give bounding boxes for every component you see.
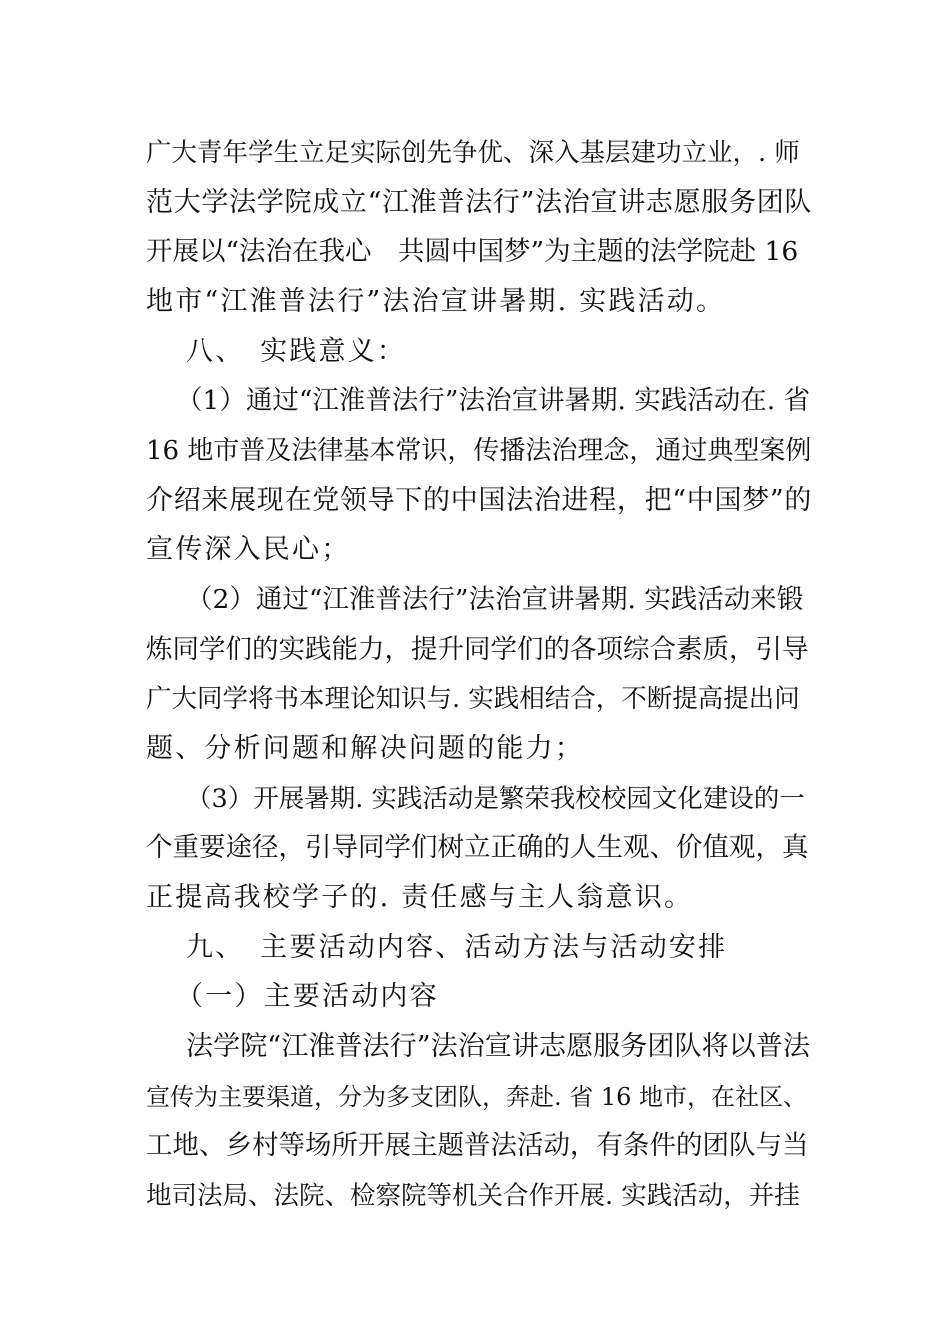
text-line: 宣传深入民心；: [146, 534, 351, 565]
text-line: 16 地市普及法律基本常识，传播法治理念，通过典型案例: [146, 436, 812, 466]
text-line: 开展以“法治在我心 共圆中国梦”为主题的法学院赴 16: [146, 236, 799, 267]
section-heading: 八、 实践意义：: [186, 336, 407, 367]
text-line: 正提高我校学子的. 责任感与主人翁意识。: [146, 882, 694, 913]
text-line: 题、分析问题和解决问题的能力；: [146, 733, 584, 764]
text-line: 法学院“江淮普法行”法治宣讲志愿服务团队将以普法: [186, 1031, 811, 1062]
text-line: 广大同学将书本理论知识与. 实践相结合，不断提高提出问: [146, 684, 800, 714]
text-line: 工地、乡村等场所开展主题普法活动，有条件的团队与当: [146, 1130, 809, 1161]
section-heading: 九、 主要活动内容、活动方法与活动安排: [186, 932, 728, 963]
text-line: 范大学法学院成立“江淮普法行”法治宣讲志愿服务团队: [146, 187, 813, 218]
text-line: 炼同学们的实践能力，提升同学们的各项综合素质，引导: [146, 634, 809, 665]
text-line: 个重要途径，引导同学们树立正确的人生观、价值观，真: [146, 832, 809, 863]
text-line: （3）开展暑期. 实践活动是繁荣我校校园文化建设的一: [186, 784, 805, 814]
text-line: （1）通过“江淮普法行”法治宣讲暑期. 实践活动在. 省: [176, 385, 811, 416]
text-line: 地司法局、法院、检察院等机关合作开展. 实践活动，并挂: [146, 1181, 800, 1211]
subsection-heading: （一）主要活动内容: [176, 981, 439, 1012]
text-line: 地市“江淮普法行”法治宣讲暑期. 实践活动。: [146, 286, 726, 317]
text-line: 广大青年学生立足实际创先争优、深入基层建功立业，. 师: [146, 138, 800, 168]
text-line: 宣传为主要渠道，分为多支团队，奔赴. 省 16 地市，在社区、: [146, 1083, 808, 1111]
text-line: 介绍来展现在党领导下的中国法治进程，把“中国梦”的: [146, 485, 813, 516]
text-line: （2）通过“江淮普法行”法治宣讲暑期. 实践活动来锻: [186, 584, 804, 615]
